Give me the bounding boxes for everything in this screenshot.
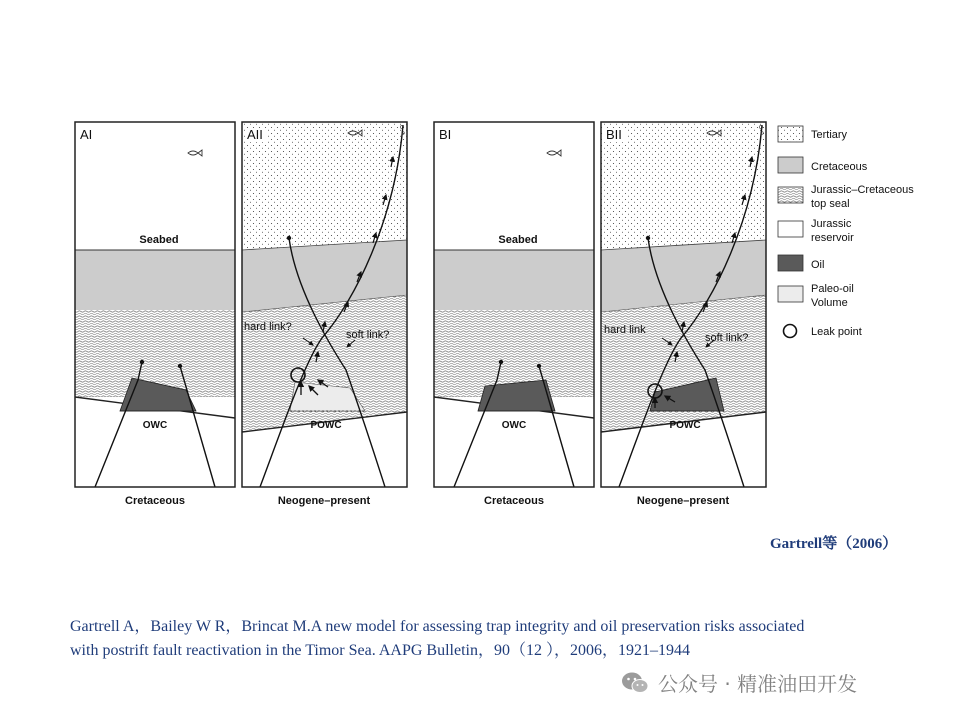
hard-link-label: hard link	[604, 324, 646, 336]
owc-label: OWC	[142, 420, 168, 431]
panel-caption: Neogene–present	[636, 495, 730, 507]
panel-caption: Neogene–present	[277, 495, 371, 507]
watermark-text: 公众号 · 精准油田开发	[658, 672, 858, 696]
powc-label: POWC	[310, 420, 342, 431]
panel-label: AI	[80, 127, 93, 142]
panel-ai	[75, 122, 235, 507]
legend-label: Jurassic–Cretaceous	[811, 184, 914, 196]
panel-caption: Cretaceous	[125, 495, 185, 507]
seabed-label: Seabed	[498, 234, 538, 246]
reference-line-1: Gartrell A，Bailey W R，Brincat M.A new model for assessing trap integrity and oil preservation risks associated	[70, 618, 805, 635]
legend-swatch-top-seal	[778, 187, 803, 203]
leak-point-icon	[784, 325, 797, 338]
panel-label: BII	[606, 127, 622, 142]
panel-label: BI	[439, 127, 452, 142]
legend-swatch-oil	[778, 255, 803, 271]
legend-label-line2: reservoir	[811, 232, 854, 244]
wechat-icon	[620, 670, 650, 696]
legend-label: Leak point	[811, 326, 862, 338]
seabed-label: Seabed	[139, 234, 179, 246]
legend-label: Jurassic	[811, 218, 852, 230]
reference-line-2: with postrift fault reactivation in the Timor Sea. AAPG Bulletin，90（12 ），2006，1921–1944	[70, 642, 690, 659]
legend-label: Tertiary	[811, 129, 848, 141]
legend-swatch-cretaceous	[778, 157, 803, 173]
legend-swatch-tertiary	[778, 126, 803, 142]
legend-swatch-reservoir	[778, 221, 803, 237]
panel-caption: Cretaceous	[484, 495, 544, 507]
panel-label: AII	[247, 127, 263, 142]
panel-aii	[242, 122, 407, 507]
hard-link-label: hard link?	[244, 321, 292, 333]
reference-citation	[70, 615, 932, 663]
owc-label: OWC	[501, 420, 527, 431]
legend-label: Oil	[811, 259, 825, 271]
soft-link-label: soft link?	[346, 329, 390, 341]
panel-bi	[434, 122, 594, 507]
legend-label-line2: Volume	[811, 297, 848, 309]
panel-bii	[601, 122, 766, 507]
soft-link-label: soft link?	[705, 332, 749, 344]
watermark	[620, 668, 857, 697]
legend-label: Cretaceous	[811, 161, 868, 173]
legend-label: Paleo-oil	[811, 283, 854, 295]
figure-credit: Gartrell等（2006）	[770, 536, 898, 552]
legend	[778, 126, 914, 338]
powc-label: POWC	[669, 420, 701, 431]
legend-swatch-paleo-oil	[778, 286, 803, 302]
legend-label-line2: top seal	[811, 198, 850, 210]
